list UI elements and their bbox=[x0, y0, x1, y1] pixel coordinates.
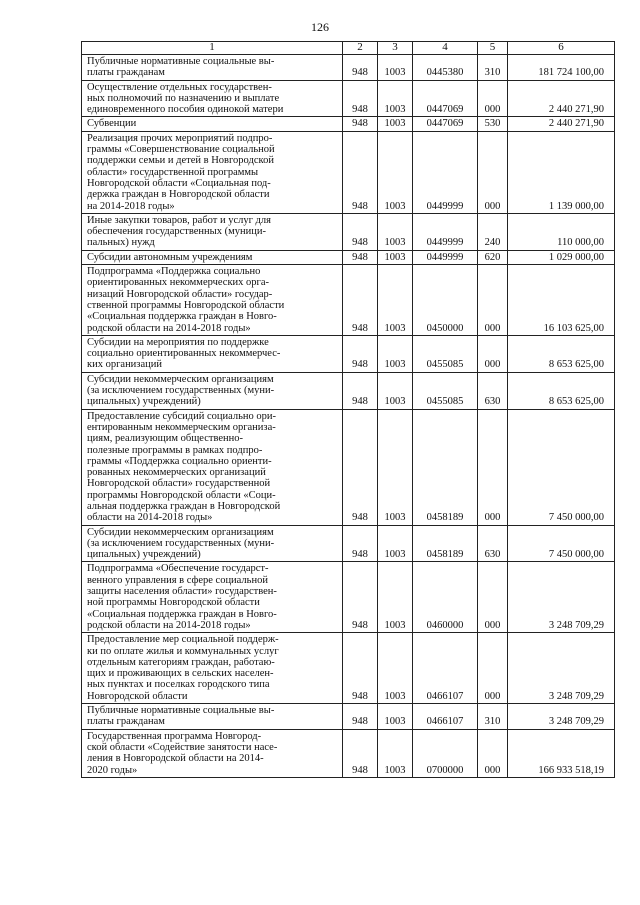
row-code-col4: 0455085 bbox=[413, 372, 478, 409]
row-code-col4: 0458189 bbox=[413, 409, 478, 525]
row-description: Предоставление субсидий социально ори- ентированным некоммерческим организа- циям, реализующим общественно- полезные программы в рамках подпро- граммы «Поддержка социально ориенти- рованных некоммерческих организаций Новгородской области» государственной программы Новгородской области «Соци- альная поддержка граждан в Новгородской области на 2014-2018 годы» bbox=[82, 409, 343, 525]
row-code-col5: 630 bbox=[478, 372, 508, 409]
row-code-col4: 0455085 bbox=[413, 335, 478, 372]
row-code-col4: 0447069 bbox=[413, 117, 478, 131]
row-code-col3: 1003 bbox=[378, 562, 413, 633]
row-amount: 3 248 709,29 bbox=[508, 633, 615, 704]
table-row bbox=[82, 562, 615, 633]
row-code-col4: 0466107 bbox=[413, 633, 478, 704]
row-code-col2: 948 bbox=[343, 525, 378, 562]
row-code-col4: 0466107 bbox=[413, 704, 478, 730]
row-code-col3: 1003 bbox=[378, 250, 413, 264]
row-code-col4: 0458189 bbox=[413, 525, 478, 562]
row-code-col5: 000 bbox=[478, 80, 508, 117]
row-code-col3: 1003 bbox=[378, 265, 413, 336]
table-row bbox=[82, 250, 615, 264]
row-code-col2: 948 bbox=[343, 409, 378, 525]
row-code-col3: 1003 bbox=[378, 335, 413, 372]
row-code-col5: 630 bbox=[478, 525, 508, 562]
row-description: Субсидии автономным учреждениям bbox=[82, 250, 343, 264]
row-amount: 2 440 271,90 bbox=[508, 117, 615, 131]
row-code-col5: 000 bbox=[478, 131, 508, 213]
row-description: Публичные нормативные социальные вы- платы гражданам bbox=[82, 704, 343, 730]
row-amount: 2 440 271,90 bbox=[508, 80, 615, 117]
page-number: 126 bbox=[311, 20, 329, 34]
table-row bbox=[82, 55, 615, 81]
table-row bbox=[82, 117, 615, 131]
row-code-col5: 000 bbox=[478, 633, 508, 704]
table-row bbox=[82, 372, 615, 409]
row-code-col3: 1003 bbox=[378, 704, 413, 730]
row-amount: 8 653 625,00 bbox=[508, 372, 615, 409]
row-code-col3: 1003 bbox=[378, 131, 413, 213]
row-code-col4: 0460000 bbox=[413, 562, 478, 633]
row-description: Подпрограмма «Поддержка социально ориентированных некоммерческих орга- низаций Новгородской области» государ- ственной программы Новгородской области «Социальная поддержка граждан в Новго- родской области на 2014-2018 годы» bbox=[82, 265, 343, 336]
row-code-col2: 948 bbox=[343, 55, 378, 81]
header-col-4: 4 bbox=[413, 42, 478, 55]
row-code-col4: 0449999 bbox=[413, 213, 478, 250]
table-row bbox=[82, 335, 615, 372]
row-code-col4: 0700000 bbox=[413, 729, 478, 777]
row-code-col3: 1003 bbox=[378, 372, 413, 409]
row-code-col2: 948 bbox=[343, 213, 378, 250]
row-code-col3: 1003 bbox=[378, 213, 413, 250]
row-code-col2: 948 bbox=[343, 117, 378, 131]
row-code-col3: 1003 bbox=[378, 55, 413, 81]
table-row bbox=[82, 265, 615, 336]
row-description: Реализация прочих мероприятий подпро- граммы «Совершенствование социальной поддержки семьи и детей в Новгородской области» государственной программы Новгородской области «Социальная под- держка граждан в Новгородской области на 2014-2018 годы» bbox=[82, 131, 343, 213]
row-code-col5: 310 bbox=[478, 704, 508, 730]
row-code-col5: 000 bbox=[478, 265, 508, 336]
row-amount: 16 103 625,00 bbox=[508, 265, 615, 336]
row-code-col5: 000 bbox=[478, 729, 508, 777]
row-description: Государственная программа Новгород- ской области «Содействие занятости насе- ления в Новгородской области на 2014- 2020 годы» bbox=[82, 729, 343, 777]
header-row bbox=[82, 42, 615, 55]
table-row bbox=[82, 80, 615, 117]
row-code-col5: 240 bbox=[478, 213, 508, 250]
row-code-col2: 948 bbox=[343, 250, 378, 264]
row-code-col5: 000 bbox=[478, 335, 508, 372]
table-row bbox=[82, 213, 615, 250]
row-amount: 8 653 625,00 bbox=[508, 335, 615, 372]
row-code-col4: 0445380 bbox=[413, 55, 478, 81]
row-description: Субсидии на мероприятия по поддержке социально ориентированных некоммерчес- ких организаций bbox=[82, 335, 343, 372]
header-col-2: 2 bbox=[343, 42, 378, 55]
row-code-col2: 948 bbox=[343, 729, 378, 777]
header-col-5: 5 bbox=[478, 42, 508, 55]
row-code-col4: 0449999 bbox=[413, 131, 478, 213]
row-code-col3: 1003 bbox=[378, 729, 413, 777]
row-code-col2: 948 bbox=[343, 562, 378, 633]
row-code-col5: 310 bbox=[478, 55, 508, 81]
header-col-3: 3 bbox=[378, 42, 413, 55]
row-code-col2: 948 bbox=[343, 335, 378, 372]
row-description: Предоставление мер социальной поддерж- ки по оплате жилья и коммунальных услуг отдельным категориям граждан, работаю- щих и проживающих в сельских населен- ных пунктах и поселках городского типа Новгородской области bbox=[82, 633, 343, 704]
budget-table bbox=[81, 41, 615, 778]
table-row bbox=[82, 704, 615, 730]
row-description: Субвенции bbox=[82, 117, 343, 131]
row-amount: 1 029 000,00 bbox=[508, 250, 615, 264]
row-code-col4: 0447069 bbox=[413, 80, 478, 117]
header-col-1: 1 bbox=[82, 42, 343, 55]
row-description: Субсидии некоммерческим организациям (за исключением государственных (муни- ципальных) учреждений) bbox=[82, 525, 343, 562]
table-row bbox=[82, 409, 615, 525]
row-code-col3: 1003 bbox=[378, 80, 413, 117]
row-amount: 110 000,00 bbox=[508, 213, 615, 250]
row-description: Подпрограмма «Обеспечение государст- венного управления в сфере социальной защиты населения области» государствен- ной программы Новгородской области «Социальная поддержка граждан в Новго- родской области на 2014-2018 годы» bbox=[82, 562, 343, 633]
row-code-col5: 000 bbox=[478, 409, 508, 525]
row-code-col3: 1003 bbox=[378, 525, 413, 562]
row-code-col3: 1003 bbox=[378, 117, 413, 131]
row-description: Иные закупки товаров, работ и услуг для обеспечения государственных (муници- пальных) нужд bbox=[82, 213, 343, 250]
row-amount: 3 248 709,29 bbox=[508, 562, 615, 633]
row-code-col2: 948 bbox=[343, 633, 378, 704]
row-code-col2: 948 bbox=[343, 265, 378, 336]
row-code-col2: 948 bbox=[343, 80, 378, 117]
table-row bbox=[82, 729, 615, 777]
row-amount: 7 450 000,00 bbox=[508, 409, 615, 525]
table-row bbox=[82, 525, 615, 562]
row-code-col3: 1003 bbox=[378, 409, 413, 525]
row-code-col2: 948 bbox=[343, 704, 378, 730]
row-code-col2: 948 bbox=[343, 372, 378, 409]
row-amount: 181 724 100,00 bbox=[508, 55, 615, 81]
header-col-6: 6 bbox=[508, 42, 615, 55]
row-amount: 3 248 709,29 bbox=[508, 704, 615, 730]
row-amount: 1 139 000,00 bbox=[508, 131, 615, 213]
row-code-col3: 1003 bbox=[378, 633, 413, 704]
row-amount: 7 450 000,00 bbox=[508, 525, 615, 562]
table-row bbox=[82, 131, 615, 213]
row-description: Публичные нормативные социальные вы- платы гражданам bbox=[82, 55, 343, 81]
row-code-col5: 530 bbox=[478, 117, 508, 131]
row-amount: 166 933 518,19 bbox=[508, 729, 615, 777]
row-description: Субсидии некоммерческим организациям (за исключением государственных (муни- ципальных) учреждений) bbox=[82, 372, 343, 409]
row-code-col5: 620 bbox=[478, 250, 508, 264]
row-description: Осуществление отдельных государствен- ных полномочий по назначению и выплате единовременного пособия одинокой матери bbox=[82, 80, 343, 117]
row-code-col4: 0449999 bbox=[413, 250, 478, 264]
row-code-col5: 000 bbox=[478, 562, 508, 633]
row-code-col4: 0450000 bbox=[413, 265, 478, 336]
table-row bbox=[82, 633, 615, 704]
row-code-col2: 948 bbox=[343, 131, 378, 213]
